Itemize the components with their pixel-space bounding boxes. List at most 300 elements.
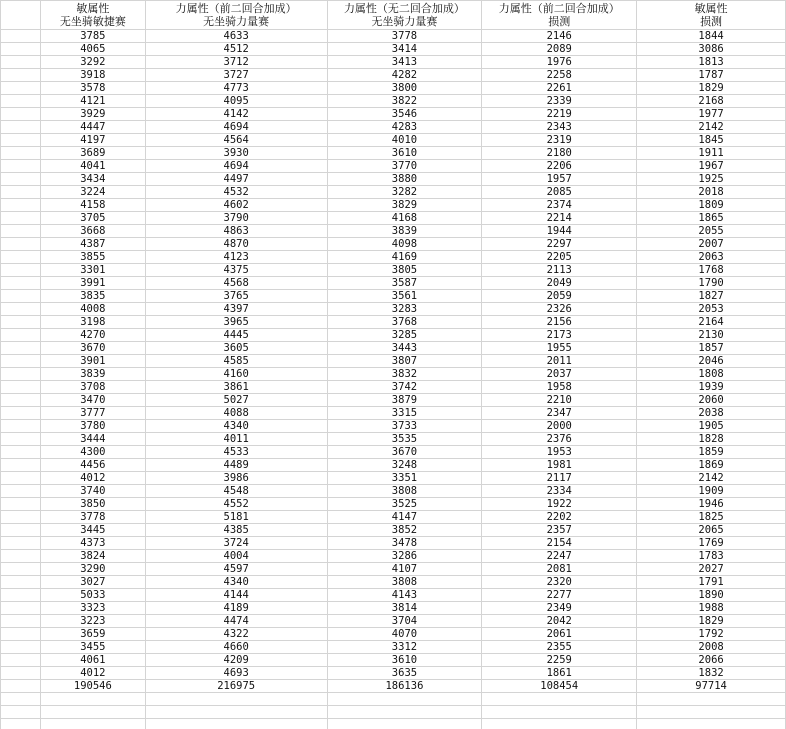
data-cell[interactable]: 3805: [327, 264, 482, 277]
data-cell[interactable]: 2065: [637, 524, 786, 537]
data-cell[interactable]: 1813: [637, 56, 786, 69]
data-cell[interactable]: 1768: [637, 264, 786, 277]
data-cell[interactable]: 3315: [327, 407, 482, 420]
row-gutter-cell[interactable]: [1, 433, 41, 446]
data-cell[interactable]: 3839: [40, 368, 145, 381]
data-cell[interactable]: 2219: [482, 108, 637, 121]
row-gutter-cell[interactable]: [1, 498, 41, 511]
data-cell[interactable]: 3455: [40, 641, 145, 654]
data-cell[interactable]: 3808: [327, 485, 482, 498]
data-cell[interactable]: 4143: [327, 589, 482, 602]
data-cell[interactable]: 2168: [637, 95, 786, 108]
row-gutter-cell[interactable]: [1, 407, 41, 420]
data-cell[interactable]: 3312: [327, 641, 482, 654]
data-cell[interactable]: 2326: [482, 303, 637, 316]
data-cell[interactable]: 3777: [40, 407, 145, 420]
row-gutter-cell[interactable]: [1, 316, 41, 329]
data-cell[interactable]: 4270: [40, 329, 145, 342]
data-cell[interactable]: 4070: [327, 628, 482, 641]
data-cell[interactable]: 1845: [637, 134, 786, 147]
data-cell[interactable]: 3292: [40, 56, 145, 69]
data-cell[interactable]: 2164: [637, 316, 786, 329]
row-gutter-cell[interactable]: [1, 446, 41, 459]
data-cell[interactable]: 3561: [327, 290, 482, 303]
row-gutter-cell[interactable]: [1, 589, 41, 602]
data-cell[interactable]: 4447: [40, 121, 145, 134]
data-cell[interactable]: 1939: [637, 381, 786, 394]
row-gutter-cell[interactable]: [1, 134, 41, 147]
data-cell[interactable]: 3587: [327, 277, 482, 290]
data-cell[interactable]: 3832: [327, 368, 482, 381]
data-cell[interactable]: 2347: [482, 407, 637, 420]
data-cell[interactable]: 4564: [145, 134, 327, 147]
data-cell[interactable]: 4061: [40, 654, 145, 667]
data-cell[interactable]: 2061: [482, 628, 637, 641]
data-cell[interactable]: 1827: [637, 290, 786, 303]
data-cell[interactable]: 3443: [327, 342, 482, 355]
row-gutter-cell[interactable]: [1, 82, 41, 95]
data-cell[interactable]: 2374: [482, 199, 637, 212]
data-cell[interactable]: 1829: [637, 82, 786, 95]
data-cell[interactable]: 2173: [482, 329, 637, 342]
data-cell[interactable]: 2319: [482, 134, 637, 147]
data-cell[interactable]: 4004: [145, 550, 327, 563]
row-gutter-cell[interactable]: [1, 667, 41, 680]
data-cell[interactable]: 3765: [145, 290, 327, 303]
data-cell[interactable]: 3879: [327, 394, 482, 407]
data-cell[interactable]: 4123: [145, 251, 327, 264]
data-cell[interactable]: 3880: [327, 173, 482, 186]
data-cell[interactable]: 3829: [327, 199, 482, 212]
row-gutter-cell[interactable]: [1, 628, 41, 641]
data-cell[interactable]: 3901: [40, 355, 145, 368]
data-cell[interactable]: 3659: [40, 628, 145, 641]
data-cell[interactable]: 3668: [40, 225, 145, 238]
data-cell[interactable]: 4065: [40, 43, 145, 56]
total-cell[interactable]: 108454: [482, 680, 637, 693]
data-cell[interactable]: 1925: [637, 173, 786, 186]
data-cell[interactable]: 4633: [145, 30, 327, 43]
data-cell[interactable]: 2037: [482, 368, 637, 381]
data-cell[interactable]: 3768: [327, 316, 482, 329]
data-cell[interactable]: 2018: [637, 186, 786, 199]
row-gutter-cell[interactable]: [1, 121, 41, 134]
data-cell[interactable]: 3413: [327, 56, 482, 69]
data-cell[interactable]: 3223: [40, 615, 145, 628]
empty-cell[interactable]: [327, 693, 482, 706]
data-cell[interactable]: 3086: [637, 43, 786, 56]
row-gutter-cell[interactable]: [1, 719, 41, 729]
data-cell[interactable]: 1809: [637, 199, 786, 212]
data-cell[interactable]: 3839: [327, 225, 482, 238]
data-cell[interactable]: 1861: [482, 667, 637, 680]
data-cell[interactable]: 3808: [327, 576, 482, 589]
data-cell[interactable]: 3724: [145, 537, 327, 550]
row-gutter-cell[interactable]: [1, 225, 41, 238]
row-gutter-cell[interactable]: [1, 693, 41, 706]
data-cell[interactable]: 3610: [327, 654, 482, 667]
row-gutter-cell[interactable]: [1, 1, 41, 30]
data-cell[interactable]: 3704: [327, 615, 482, 628]
total-cell[interactable]: 216975: [145, 680, 327, 693]
total-cell[interactable]: 186136: [327, 680, 482, 693]
data-cell[interactable]: 2205: [482, 251, 637, 264]
data-cell[interactable]: 2277: [482, 589, 637, 602]
data-cell[interactable]: 3027: [40, 576, 145, 589]
data-cell[interactable]: 3689: [40, 147, 145, 160]
data-cell[interactable]: 2339: [482, 95, 637, 108]
data-cell[interactable]: 3861: [145, 381, 327, 394]
data-cell[interactable]: 1944: [482, 225, 637, 238]
data-cell[interactable]: 2210: [482, 394, 637, 407]
data-cell[interactable]: 3785: [40, 30, 145, 43]
data-cell[interactable]: 2089: [482, 43, 637, 56]
data-cell[interactable]: 3965: [145, 316, 327, 329]
empty-cell[interactable]: [637, 693, 786, 706]
empty-cell[interactable]: [40, 719, 145, 729]
data-cell[interactable]: 2349: [482, 602, 637, 615]
data-cell[interactable]: 4375: [145, 264, 327, 277]
row-gutter-cell[interactable]: [1, 472, 41, 485]
data-cell[interactable]: 3986: [145, 472, 327, 485]
row-gutter-cell[interactable]: [1, 160, 41, 173]
data-cell[interactable]: 2059: [482, 290, 637, 303]
data-cell[interactable]: 4397: [145, 303, 327, 316]
data-cell[interactable]: 3445: [40, 524, 145, 537]
row-gutter-cell[interactable]: [1, 524, 41, 537]
data-cell[interactable]: 2320: [482, 576, 637, 589]
data-cell[interactable]: 4373: [40, 537, 145, 550]
row-gutter-cell[interactable]: [1, 342, 41, 355]
data-cell[interactable]: 4088: [145, 407, 327, 420]
data-cell[interactable]: 4197: [40, 134, 145, 147]
data-cell[interactable]: 3290: [40, 563, 145, 576]
data-cell[interactable]: 1922: [482, 498, 637, 511]
data-cell[interactable]: 4660: [145, 641, 327, 654]
data-cell[interactable]: 3670: [327, 446, 482, 459]
data-cell[interactable]: 3470: [40, 394, 145, 407]
data-cell[interactable]: 4597: [145, 563, 327, 576]
data-cell[interactable]: 4863: [145, 225, 327, 238]
data-cell[interactable]: 3800: [327, 82, 482, 95]
data-cell[interactable]: 4189: [145, 602, 327, 615]
data-cell[interactable]: 4107: [327, 563, 482, 576]
data-cell[interactable]: 3286: [327, 550, 482, 563]
data-cell[interactable]: 1825: [637, 511, 786, 524]
column-header-cell[interactable]: [482, 1, 637, 30]
row-gutter-cell[interactable]: [1, 56, 41, 69]
data-cell[interactable]: 1844: [637, 30, 786, 43]
data-cell[interactable]: 1865: [637, 212, 786, 225]
data-cell[interactable]: 2355: [482, 641, 637, 654]
data-cell[interactable]: 2142: [637, 472, 786, 485]
empty-cell[interactable]: [482, 693, 637, 706]
data-cell[interactable]: 1769: [637, 537, 786, 550]
data-cell[interactable]: 4209: [145, 654, 327, 667]
row-gutter-cell[interactable]: [1, 511, 41, 524]
row-gutter-cell[interactable]: [1, 277, 41, 290]
data-cell[interactable]: 3578: [40, 82, 145, 95]
data-cell[interactable]: 3822: [327, 95, 482, 108]
total-cell[interactable]: 97714: [637, 680, 786, 693]
data-cell[interactable]: 2027: [637, 563, 786, 576]
empty-cell[interactable]: [145, 693, 327, 706]
data-cell[interactable]: 3712: [145, 56, 327, 69]
data-cell[interactable]: 3824: [40, 550, 145, 563]
data-cell[interactable]: 2334: [482, 485, 637, 498]
data-cell[interactable]: 4533: [145, 446, 327, 459]
data-cell[interactable]: 4474: [145, 615, 327, 628]
data-cell[interactable]: 2202: [482, 511, 637, 524]
data-cell[interactable]: 4160: [145, 368, 327, 381]
data-cell[interactable]: 3835: [40, 290, 145, 303]
data-cell[interactable]: 4010: [327, 134, 482, 147]
data-cell[interactable]: 1828: [637, 433, 786, 446]
data-cell[interactable]: 4144: [145, 589, 327, 602]
data-cell[interactable]: 3224: [40, 186, 145, 199]
data-cell[interactable]: 3929: [40, 108, 145, 121]
data-cell[interactable]: 4012: [40, 472, 145, 485]
data-cell[interactable]: 3770: [327, 160, 482, 173]
data-cell[interactable]: 3778: [327, 30, 482, 43]
data-cell[interactable]: 4602: [145, 199, 327, 212]
data-cell[interactable]: 3414: [327, 43, 482, 56]
data-cell[interactable]: 3705: [40, 212, 145, 225]
data-cell[interactable]: 1857: [637, 342, 786, 355]
data-cell[interactable]: 3727: [145, 69, 327, 82]
data-cell[interactable]: 3546: [327, 108, 482, 121]
data-cell[interactable]: 1791: [637, 576, 786, 589]
data-cell[interactable]: 4870: [145, 238, 327, 251]
data-cell[interactable]: 2154: [482, 537, 637, 550]
data-cell[interactable]: 3635: [327, 667, 482, 680]
row-gutter-cell[interactable]: [1, 368, 41, 381]
row-gutter-cell[interactable]: [1, 602, 41, 615]
data-cell[interactable]: 4694: [145, 121, 327, 134]
data-cell[interactable]: 2011: [482, 355, 637, 368]
data-cell[interactable]: 3351: [327, 472, 482, 485]
row-gutter-cell[interactable]: [1, 641, 41, 654]
row-gutter-cell[interactable]: [1, 251, 41, 264]
row-gutter-cell[interactable]: [1, 95, 41, 108]
data-cell[interactable]: 4456: [40, 459, 145, 472]
data-cell[interactable]: 3742: [327, 381, 482, 394]
data-cell[interactable]: 4158: [40, 199, 145, 212]
row-gutter-cell[interactable]: [1, 615, 41, 628]
data-cell[interactable]: 4489: [145, 459, 327, 472]
data-cell[interactable]: 1787: [637, 69, 786, 82]
row-gutter-cell[interactable]: [1, 394, 41, 407]
data-cell[interactable]: 4694: [145, 160, 327, 173]
row-gutter-cell[interactable]: [1, 537, 41, 550]
empty-cell[interactable]: [327, 719, 482, 729]
data-cell[interactable]: 1890: [637, 589, 786, 602]
data-cell[interactable]: 1953: [482, 446, 637, 459]
data-cell[interactable]: 3852: [327, 524, 482, 537]
data-cell[interactable]: 2000: [482, 420, 637, 433]
row-gutter-cell[interactable]: [1, 680, 41, 693]
empty-cell[interactable]: [327, 706, 482, 719]
data-cell[interactable]: 3605: [145, 342, 327, 355]
data-cell[interactable]: 3285: [327, 329, 482, 342]
empty-cell[interactable]: [40, 693, 145, 706]
data-cell[interactable]: 4012: [40, 667, 145, 680]
data-cell[interactable]: 4340: [145, 420, 327, 433]
row-gutter-cell[interactable]: [1, 381, 41, 394]
data-cell[interactable]: 3444: [40, 433, 145, 446]
row-gutter-cell[interactable]: [1, 173, 41, 186]
row-gutter-cell[interactable]: [1, 238, 41, 251]
data-cell[interactable]: 4532: [145, 186, 327, 199]
data-cell[interactable]: 4512: [145, 43, 327, 56]
row-gutter-cell[interactable]: [1, 654, 41, 667]
data-cell[interactable]: 1905: [637, 420, 786, 433]
data-cell[interactable]: 4385: [145, 524, 327, 537]
row-gutter-cell[interactable]: [1, 147, 41, 160]
data-cell[interactable]: 4585: [145, 355, 327, 368]
data-cell[interactable]: 4098: [327, 238, 482, 251]
data-cell[interactable]: 2042: [482, 615, 637, 628]
row-gutter-cell[interactable]: [1, 69, 41, 82]
column-header-cell[interactable]: [327, 1, 482, 30]
data-cell[interactable]: 2117: [482, 472, 637, 485]
data-cell[interactable]: 2081: [482, 563, 637, 576]
data-cell[interactable]: 3855: [40, 251, 145, 264]
data-cell[interactable]: 3807: [327, 355, 482, 368]
data-cell[interactable]: 4283: [327, 121, 482, 134]
data-cell[interactable]: 3301: [40, 264, 145, 277]
data-cell[interactable]: 2142: [637, 121, 786, 134]
data-cell[interactable]: 2376: [482, 433, 637, 446]
data-cell[interactable]: 1909: [637, 485, 786, 498]
data-cell[interactable]: 1946: [637, 498, 786, 511]
data-cell[interactable]: 2060: [637, 394, 786, 407]
data-cell[interactable]: 1869: [637, 459, 786, 472]
data-cell[interactable]: 2053: [637, 303, 786, 316]
data-cell[interactable]: 1976: [482, 56, 637, 69]
data-cell[interactable]: 1958: [482, 381, 637, 394]
data-cell[interactable]: 5181: [145, 511, 327, 524]
data-cell[interactable]: 3918: [40, 69, 145, 82]
data-cell[interactable]: 4147: [327, 511, 482, 524]
row-gutter-cell[interactable]: [1, 485, 41, 498]
data-cell[interactable]: 3610: [327, 147, 482, 160]
data-cell[interactable]: 3991: [40, 277, 145, 290]
row-gutter-cell[interactable]: [1, 30, 41, 43]
data-cell[interactable]: 4497: [145, 173, 327, 186]
row-gutter-cell[interactable]: [1, 290, 41, 303]
data-cell[interactable]: 4548: [145, 485, 327, 498]
empty-cell[interactable]: [40, 706, 145, 719]
row-gutter-cell[interactable]: [1, 303, 41, 316]
data-cell[interactable]: 4322: [145, 628, 327, 641]
empty-cell[interactable]: [145, 719, 327, 729]
data-cell[interactable]: 2130: [637, 329, 786, 342]
data-cell[interactable]: 3814: [327, 602, 482, 615]
data-cell[interactable]: 1790: [637, 277, 786, 290]
data-cell[interactable]: 4169: [327, 251, 482, 264]
data-cell[interactable]: 2259: [482, 654, 637, 667]
data-cell[interactable]: 4552: [145, 498, 327, 511]
data-cell[interactable]: 3740: [40, 485, 145, 498]
data-cell[interactable]: 2297: [482, 238, 637, 251]
data-cell[interactable]: 3525: [327, 498, 482, 511]
data-cell[interactable]: 3850: [40, 498, 145, 511]
data-cell[interactable]: 5027: [145, 394, 327, 407]
data-cell[interactable]: 4121: [40, 95, 145, 108]
data-cell[interactable]: 4168: [327, 212, 482, 225]
data-cell[interactable]: 2085: [482, 186, 637, 199]
data-cell[interactable]: 4445: [145, 329, 327, 342]
data-cell[interactable]: 2007: [637, 238, 786, 251]
data-cell[interactable]: 2357: [482, 524, 637, 537]
data-cell[interactable]: 2214: [482, 212, 637, 225]
data-cell[interactable]: 3283: [327, 303, 482, 316]
row-gutter-cell[interactable]: [1, 186, 41, 199]
data-cell[interactable]: 4773: [145, 82, 327, 95]
data-cell[interactable]: 4041: [40, 160, 145, 173]
row-gutter-cell[interactable]: [1, 199, 41, 212]
data-cell[interactable]: 3780: [40, 420, 145, 433]
row-gutter-cell[interactable]: [1, 420, 41, 433]
row-gutter-cell[interactable]: [1, 108, 41, 121]
row-gutter-cell[interactable]: [1, 706, 41, 719]
data-cell[interactable]: 4568: [145, 277, 327, 290]
data-cell[interactable]: 3778: [40, 511, 145, 524]
data-cell[interactable]: 1977: [637, 108, 786, 121]
empty-cell[interactable]: [482, 706, 637, 719]
data-cell[interactable]: 1832: [637, 667, 786, 680]
empty-cell[interactable]: [482, 719, 637, 729]
data-cell[interactable]: 2066: [637, 654, 786, 667]
data-cell[interactable]: 3323: [40, 602, 145, 615]
data-cell[interactable]: 2206: [482, 160, 637, 173]
data-cell[interactable]: 1808: [637, 368, 786, 381]
column-header-cell[interactable]: [637, 1, 786, 30]
data-cell[interactable]: 1955: [482, 342, 637, 355]
total-cell[interactable]: 190546: [40, 680, 145, 693]
data-cell[interactable]: 1792: [637, 628, 786, 641]
data-cell[interactable]: 2113: [482, 264, 637, 277]
data-cell[interactable]: 1829: [637, 615, 786, 628]
column-header-cell[interactable]: [145, 1, 327, 30]
data-cell[interactable]: 1988: [637, 602, 786, 615]
row-gutter-cell[interactable]: [1, 563, 41, 576]
data-cell[interactable]: 1957: [482, 173, 637, 186]
data-cell[interactable]: 1911: [637, 147, 786, 160]
data-cell[interactable]: 3733: [327, 420, 482, 433]
data-cell[interactable]: 3670: [40, 342, 145, 355]
data-cell[interactable]: 2063: [637, 251, 786, 264]
data-cell[interactable]: 3248: [327, 459, 482, 472]
data-cell[interactable]: 3434: [40, 173, 145, 186]
data-cell[interactable]: 2008: [637, 641, 786, 654]
data-cell[interactable]: 2247: [482, 550, 637, 563]
data-cell[interactable]: 3930: [145, 147, 327, 160]
data-cell[interactable]: 1783: [637, 550, 786, 563]
data-cell[interactable]: 2343: [482, 121, 637, 134]
row-gutter-cell[interactable]: [1, 43, 41, 56]
data-cell[interactable]: 4340: [145, 576, 327, 589]
data-cell[interactable]: 2146: [482, 30, 637, 43]
data-cell[interactable]: 4282: [327, 69, 482, 82]
data-cell[interactable]: 5033: [40, 589, 145, 602]
data-cell[interactable]: 4693: [145, 667, 327, 680]
data-cell[interactable]: 2156: [482, 316, 637, 329]
data-cell[interactable]: 4142: [145, 108, 327, 121]
data-cell[interactable]: 2049: [482, 277, 637, 290]
row-gutter-cell[interactable]: [1, 212, 41, 225]
